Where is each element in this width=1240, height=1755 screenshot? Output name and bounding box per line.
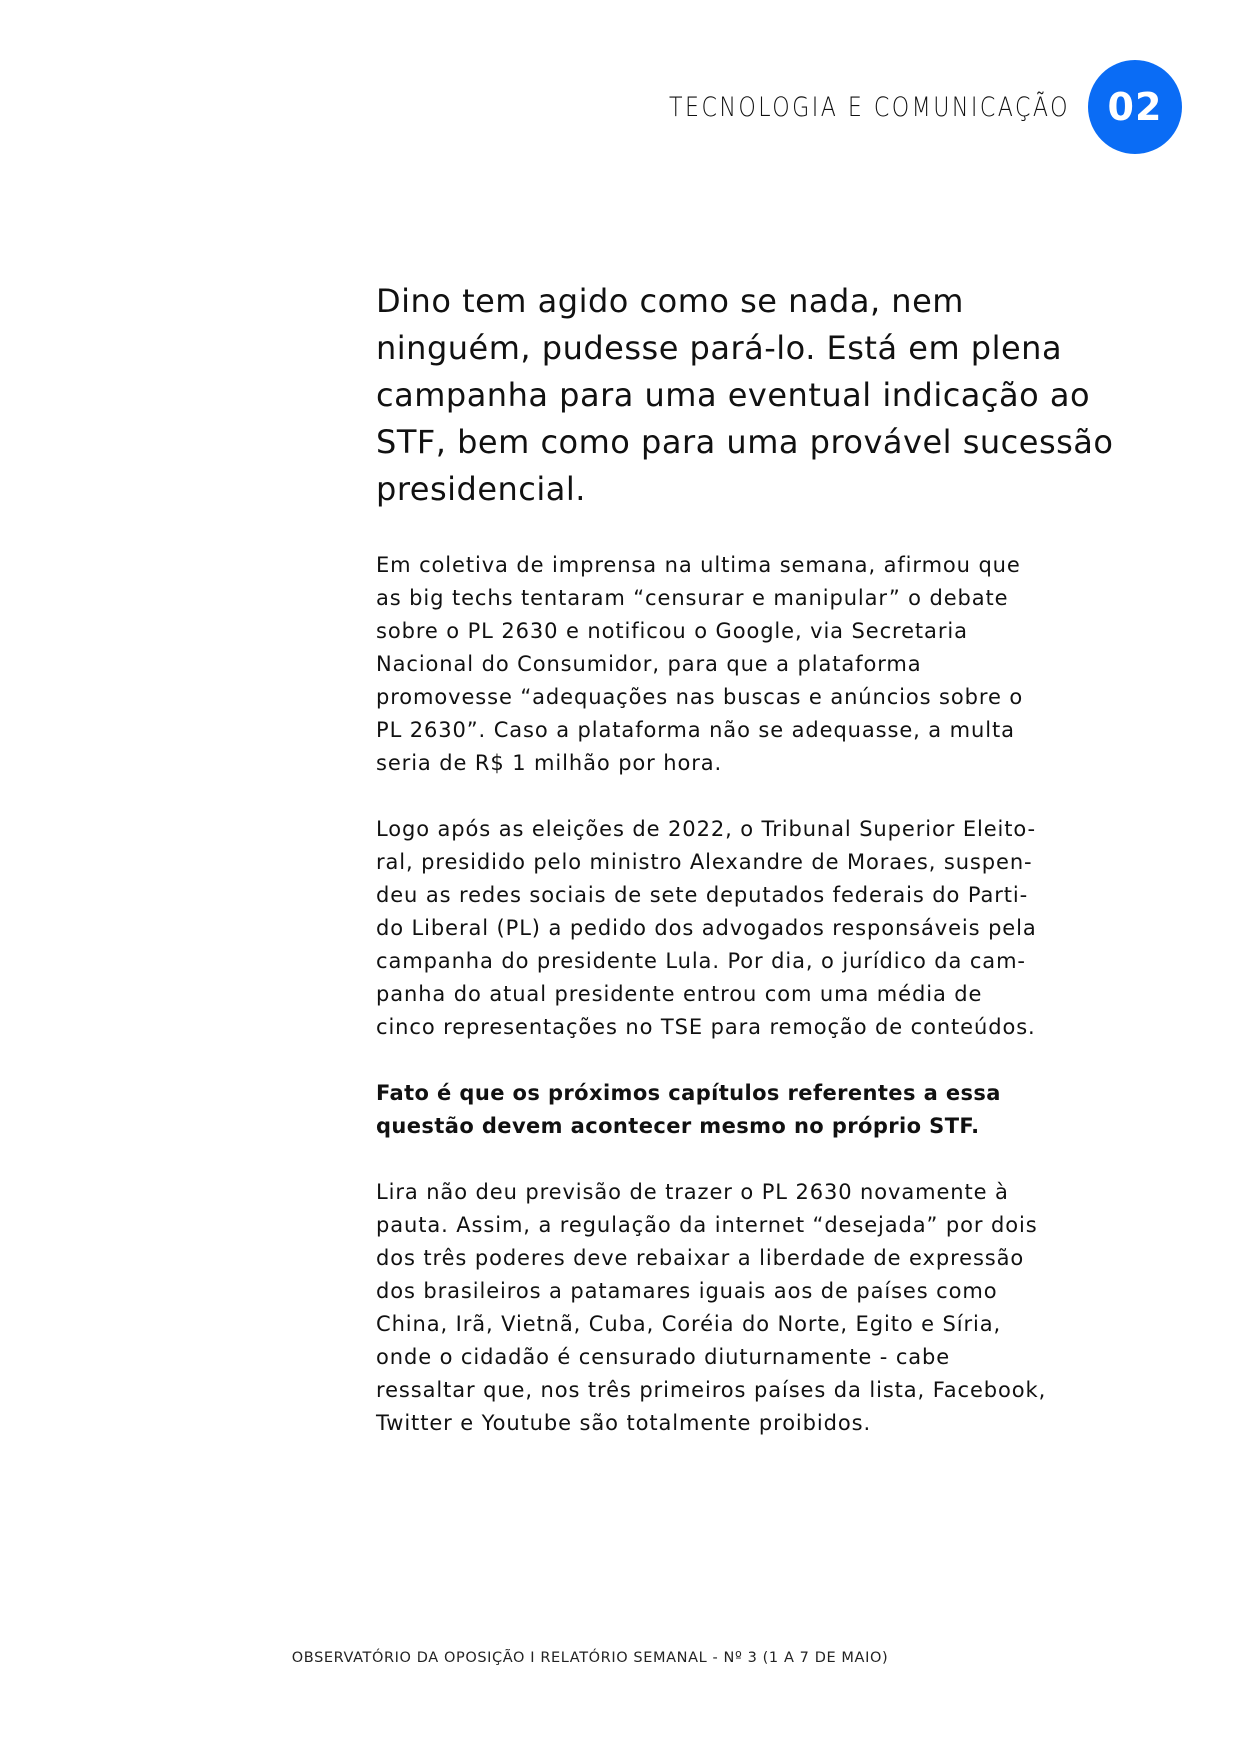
page-header	[581, 60, 1182, 154]
article-body	[376, 278, 1116, 1473]
paragraph-press-conference: Em coletiva de imprensa na ultima semana, afirmou que as big techs tentaram “censurar e manipular” o debate sobre o PL 2630 e notificou o Google, via Secretaria Nacional do Consumidor, para que a plataforma promovesse “adequações nas buscas e anúncios sobre o PL 2630”. Caso a plataforma não se adequasse, a multa seria de R$ 1 milhão por hora.	[376, 553, 1024, 775]
paragraph-lira: Lira não deu previsão de trazer o PL 2630 novamente à pauta. Assim, a regulação da internet “desejada” por dois dos três poderes deve rebaixar a liberdade de expressão dos brasileiros a patamares iguais aos de países como China, Irã, Vietnã, Cuba, Coréia do Norte, Egito e Síria, onde o cidadão é censurado diuturnamente - cabe ressaltar que, nos três primeiros países da lista, Facebook, Twitter e Youtube são totalmente proibidos.	[376, 1180, 1047, 1435]
paragraph-highlight: Fato é que os próximos capítulos referentes a essa questão devem acontecer mesmo no próprio STF.	[376, 1081, 1001, 1138]
page-footer: OBSERVATÓRIO DA OPOSIÇÃO I RELATÓRIO SEMANAL - Nº 3 (1 A 7 DE MAIO)	[291, 1650, 889, 1666]
lead-paragraph: Dino tem agido como se nada, nem ninguém, pudesse pará-lo. Está em plena campanha para uma eventual indicação ao STF, bem como para uma provável sucessão presidencial.	[376, 282, 1114, 508]
page-number: 02	[1107, 85, 1163, 129]
section-title: TECNOLOGIA E COMUNICAÇÃO	[668, 91, 1070, 123]
page-number-badge	[1088, 60, 1182, 154]
paragraph-tse-elections: Logo após as eleições de 2022, o Tribunal Superior Eleito- ral, presidido pelo ministro Alexandre de Moraes, suspen- deu as redes sociais de sete deputados federais do Parti- do Liberal (PL) a pedido dos advogados responsáveis pela campanha do presidente Lula. Por dia, o jurídico da cam- panha do atual presidente entrou com uma média de cinco representações no TSE para remoção de conteúdos.	[376, 817, 1037, 1039]
